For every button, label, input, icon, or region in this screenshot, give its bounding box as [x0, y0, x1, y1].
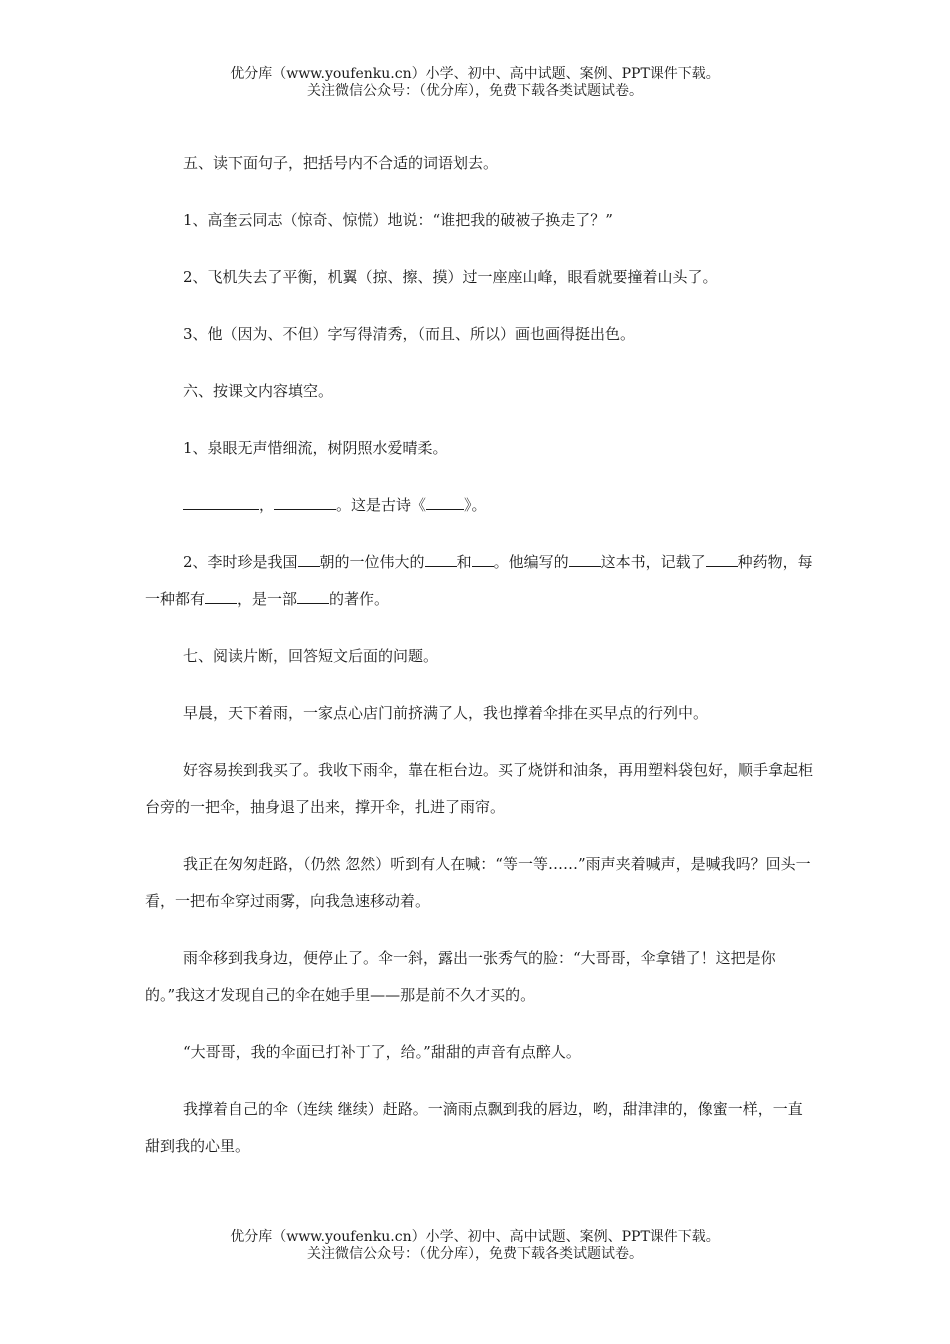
fill-blank	[297, 588, 329, 604]
footer-line-1: 优分库（www.youfenku.cn）小学、初中、高中试题、案例、PPT课件下载。	[230, 1229, 720, 1245]
fill-blank	[472, 551, 494, 567]
section-5-question-2: 2、飞机失去了平衡，机翼（掠、擦、摸）过一座座山峰，眼看就要撞着山头了。	[183, 268, 718, 286]
q2-text-g: ，是一部	[237, 590, 298, 608]
fill-blank	[274, 494, 336, 510]
section-6-question-1: 1、泉眼无声惜细流，树阴照水爱晴柔。	[183, 439, 448, 457]
header-line-1: 优分库（www.youfenku.cn）小学、初中、高中试题、案例、PPT课件下载。	[230, 66, 720, 82]
q2-text-c: 和	[456, 553, 472, 571]
section-7-title: 七、阅读片断，回答短文后面的问题。	[183, 647, 439, 665]
fill-blank	[706, 551, 738, 567]
document-body	[145, 145, 815, 1165]
section-5-question-1: 1、高奎云同志（惊奇、惊慌）地说：“谁把我的破被子换走了？”	[183, 211, 613, 229]
q2-text-d: 。他编写的	[493, 553, 569, 571]
passage-paragraph-6: 我撑着自己的伞（连续 继续）赶路。一滴雨点飘到我的唇边，哟，甜津津的，像蜜一样，一直甜到我的心里。	[145, 1100, 803, 1155]
passage-paragraph-2: 好容易挨到我买了。我收下雨伞，靠在柜台边。买了烧饼和油条，再用塑料袋包好，顺手拿起柜台旁的一把伞，抽身退了出来，撑开伞，扎进了雨帘。	[145, 761, 814, 816]
page-header	[0, 66, 950, 100]
q2-text-a: 2、李时珍是我国	[183, 553, 298, 571]
q2-text-f: 种药物，每一种都有	[145, 553, 813, 608]
passage-paragraph-3: 我正在匆匆赶路，（仍然 忽然）听到有人在喊：“等一等……”雨声夹着喊声，是喊我吗？回头一看，一把布伞穿过雨雾，向我急速移动着。	[145, 855, 811, 910]
section-5-title: 五、读下面句子，把括号内不合适的词语划去。	[183, 154, 499, 172]
passage-paragraph-4: 雨伞移到我身边，便停止了。伞一斜，露出一张秀气的脸：“大哥哥，伞拿错了！这把是你的。”我这才发现自己的伞在她手里——那是前不久才买的。	[145, 949, 776, 1004]
fill-blank	[298, 551, 320, 567]
q2-text-e: 这本书，记载了	[600, 553, 706, 571]
poem-prompt-end: 》。	[464, 496, 487, 514]
header-line-2: 关注微信公众号：（优分库），免费下载各类试题试卷。	[307, 83, 643, 99]
passage-paragraph-5: “大哥哥，我的伞面已打补丁了，给。”甜甜的声音有点醉人。	[183, 1043, 581, 1061]
fill-blank	[569, 551, 601, 567]
q2-text-h: 的著作。	[329, 590, 390, 608]
passage-paragraph-1: 早晨，天下着雨，一家点心店门前挤满了人，我也撑着伞排在买早点的行列中。	[183, 704, 709, 722]
section-6-question-1-blanks	[145, 487, 815, 524]
poem-prompt-text: 。这是古诗《	[336, 496, 427, 514]
footer-line-2: 关注微信公众号：（优分库），免费下载各类试题试卷。	[307, 1246, 643, 1262]
section-6-question-2	[145, 544, 815, 618]
fill-blank	[426, 494, 464, 510]
page-footer	[0, 1229, 950, 1263]
section-6-title: 六、按课文内容填空。	[183, 382, 334, 400]
section-5-question-3: 3、他（因为、不但）字写得清秀，（而且、所以）画也画得挺出色。	[183, 325, 636, 343]
comma-text: ，	[259, 496, 275, 514]
q2-text-b: 朝的一位伟大的	[319, 553, 425, 571]
fill-blank	[425, 551, 457, 567]
fill-blank	[183, 494, 259, 510]
fill-blank	[205, 588, 237, 604]
